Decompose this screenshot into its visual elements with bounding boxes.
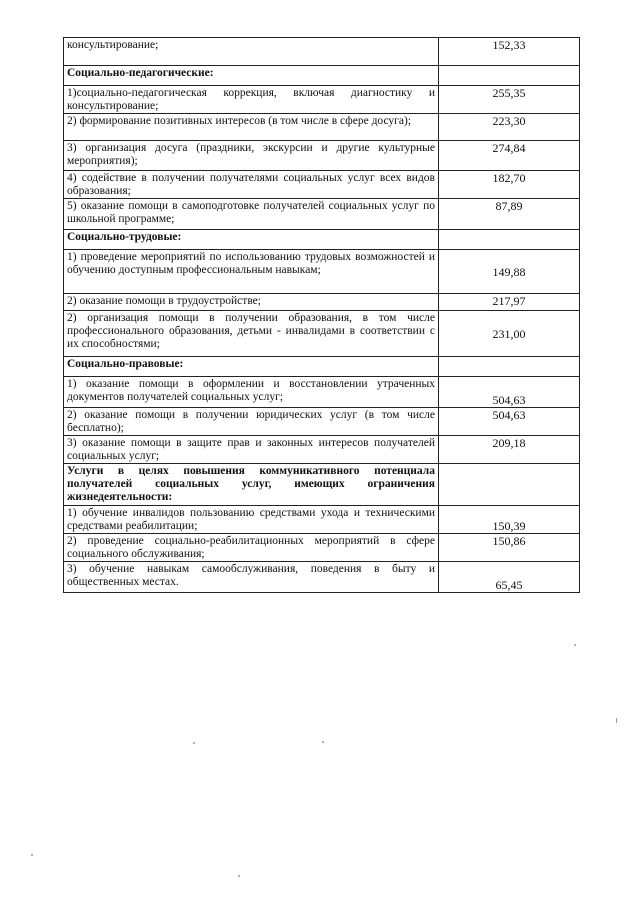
service-description: 2) формирование позитивных интересов (в том числе в сфере досуга); xyxy=(64,114,439,141)
service-description: 4) содействие в получении получателями социальных услуг всех видов образования; xyxy=(64,171,439,199)
services-price-table xyxy=(63,37,580,593)
service-description: консультирование; xyxy=(64,38,439,66)
service-price: 255,35 xyxy=(439,86,580,114)
service-row xyxy=(64,377,580,408)
service-price: 209,18 xyxy=(439,436,580,464)
service-description: 1) обучение инвалидов пользованию средствами ухода и техническими средствами реабилитации; xyxy=(64,506,439,534)
service-row xyxy=(64,114,580,141)
service-row xyxy=(64,534,580,562)
service-row xyxy=(64,199,580,230)
service-price: 150,86 xyxy=(439,534,580,562)
scan-speck xyxy=(322,741,324,743)
service-description: 1)социально-педагогическая коррекция, включая диагностику и консультирование; xyxy=(64,86,439,114)
service-price: 217,97 xyxy=(439,294,580,311)
service-price: 504,63 xyxy=(439,408,580,436)
service-price xyxy=(439,66,580,86)
scan-speck xyxy=(193,742,195,744)
service-price: 87,89 xyxy=(439,199,580,230)
service-price: 504,63 xyxy=(439,377,580,408)
service-row xyxy=(64,141,580,171)
service-price: 231,00 xyxy=(439,311,580,357)
service-row xyxy=(64,562,580,593)
service-price: 274,84 xyxy=(439,141,580,171)
service-price: 182,70 xyxy=(439,171,580,199)
section-title: Услуги в целях повышения коммуникативного потенциала получателей социальных услуг, имеющих ограничения жизнедеятельности: xyxy=(64,464,439,506)
service-row xyxy=(64,294,580,311)
service-description: 2) оказание помощи в получении юридических услуг (в том числе бесплатно); xyxy=(64,408,439,436)
service-description: 1) оказание помощи в оформлении и восстановлении утраченных документов получателей социальных услуг; xyxy=(64,377,439,408)
section-header-row xyxy=(64,230,580,250)
services-table-body xyxy=(64,38,580,593)
service-row xyxy=(64,86,580,114)
section-header-row xyxy=(64,464,580,506)
service-row xyxy=(64,408,580,436)
service-description: 1) проведение мероприятий по использованию трудовых возможностей и обучению доступным профессиональным навыкам; xyxy=(64,250,439,294)
service-price xyxy=(439,357,580,377)
service-description: 3) обучение навыкам самообслуживания, поведения в быту и общественных местах. xyxy=(64,562,439,593)
service-row xyxy=(64,171,580,199)
service-price: 149,88 xyxy=(439,250,580,294)
service-description: 2) организация помощи в получении образования, в том числе профессионального образования, детьми - инвалидами в соответствии с их способностями; xyxy=(64,311,439,357)
service-row xyxy=(64,38,580,66)
scan-speck xyxy=(616,718,617,723)
service-price: 65,45 xyxy=(439,562,580,593)
service-price: 223,30 xyxy=(439,114,580,141)
service-description: 3) оказание помощи в защите прав и законных интересов получателей социальных услуг; xyxy=(64,436,439,464)
service-row xyxy=(64,436,580,464)
scan-speck xyxy=(238,875,240,877)
section-header-row xyxy=(64,66,580,86)
service-description: 5) оказание помощи в самоподготовке получателей социальных услуг по школьной программе; xyxy=(64,199,439,230)
service-description: 3) организация досуга (праздники, экскурсии и другие культурные мероприятия); xyxy=(64,141,439,171)
service-row xyxy=(64,311,580,357)
scan-speck xyxy=(574,644,576,646)
scan-speck xyxy=(31,854,33,856)
section-title: Социально-педагогические: xyxy=(64,66,439,86)
service-price: 150,39 xyxy=(439,506,580,534)
service-description: 2) оказание помощи в трудоустройстве; xyxy=(64,294,439,311)
section-title: Социально-трудовые: xyxy=(64,230,439,250)
service-price xyxy=(439,464,580,506)
service-price: 152,33 xyxy=(439,38,580,66)
service-row xyxy=(64,250,580,294)
service-price xyxy=(439,230,580,250)
section-header-row xyxy=(64,357,580,377)
service-description: 2) проведение социально-реабилитационных мероприятий в сфере социального обслуживания; xyxy=(64,534,439,562)
section-title: Социально-правовые: xyxy=(64,357,439,377)
service-row xyxy=(64,506,580,534)
